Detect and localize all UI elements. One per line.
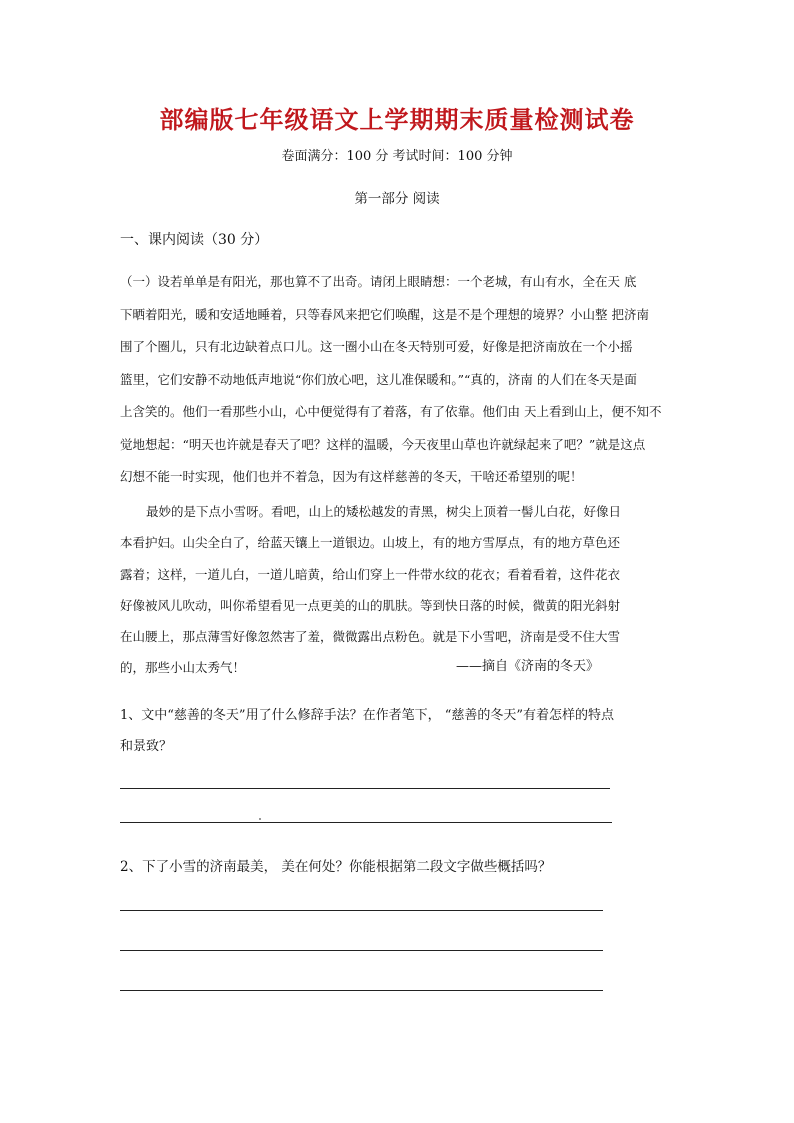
answer-line[interactable] [120,990,603,991]
passage-line: 篮里，它们安静不动地低声地说“你们放心吧，这儿准保暖和。”“真的，济南 的人们在冬天是面 [120,371,637,387]
passage-line: （一）设若单单是有阳光，那也算不了出奇。请闭上眼睛想：一个老城，有山有水，全在天 底 [120,274,637,289]
passage-source: ——摘自《济南的冬天》 [456,659,600,674]
passage-line: 围了个圈儿，只有北边缺着点口儿。这一圈小山在冬天特别可爱，好像是把济南放在一个小摇 [120,339,633,354]
question-2: 2、下了小雪的济南最美， 美在何处？你能根据第二段文字做些概括吗？ [120,859,552,875]
passage-line: 好像被风儿吹动，叫你希望看见一点更美的山的肌肤。等到快日落的时候，微黄的阳光斜射 [120,597,621,613]
question-text: 和景致？ [120,739,173,754]
passage-line: 本看护妇。山尖全白了，给蓝天镶上一道银边。山坡上，有的地方雪厚点，有的地方草色还 [120,535,621,551]
passage-line: 在山腰上，那点薄雪好像忽然害了羞，微微露出点粉色。就是下小雪吧，济南是受不住大雪 [120,629,621,645]
answer-line[interactable] [120,822,612,823]
passage-line: 露着；这样，一道儿白，一道儿暗黄，给山们穿上一件带水纹的花衣；看着看着，这件花衣 [120,566,621,582]
passage-line: 最妙的是下点小雪呀。看吧，山上的矮松越发的青黑，树尖上顶着一髻儿白花，好像日 [146,504,622,519]
part-heading: 第一部分 阅读 [354,191,440,207]
section-heading: 一、课内阅读（30 分） [120,232,269,248]
question-1 [120,700,614,762]
passage-line: 的，那些小山太秀气！ [120,660,246,676]
answer-line[interactable] [120,950,603,951]
passage-line: 上含笑的。他们一看那些小山，心中便觉得有了着落，有了依靠。他们由 天上看到山上，便不知不 [120,404,662,419]
exam-info: 卷面满分：100 分 考试时间：100 分钟 [281,149,513,164]
answer-line[interactable] [120,910,603,911]
passage-line: 下晒着阳光，暖和安适地睡着，只等春风来把它们唤醒，这是不是个理想的境界？小山整 把济南 [120,306,649,322]
passage-line: 觉地想起：“明天也许就是春天了吧？这样的温暖，今天夜里山草也许就绿起来了吧？”就是这点 [120,436,646,452]
passage-paragraph-1 [120,266,677,494]
exam-title: 部编版七年级语文上学期期末质量检测试卷 [159,106,635,134]
question-text: 1、文中“慈善的冬天”用了什么修辞手法？在作者笔下， “慈善的冬天”有着怎样的特点 [120,708,614,723]
answer-line[interactable] [120,788,610,789]
passage-line: 幻想不能一时实现，他们也并不着急，因为有这样慈善的冬天，干啥还希望别的呢！ [120,469,583,484]
stray-mark [259,818,261,820]
